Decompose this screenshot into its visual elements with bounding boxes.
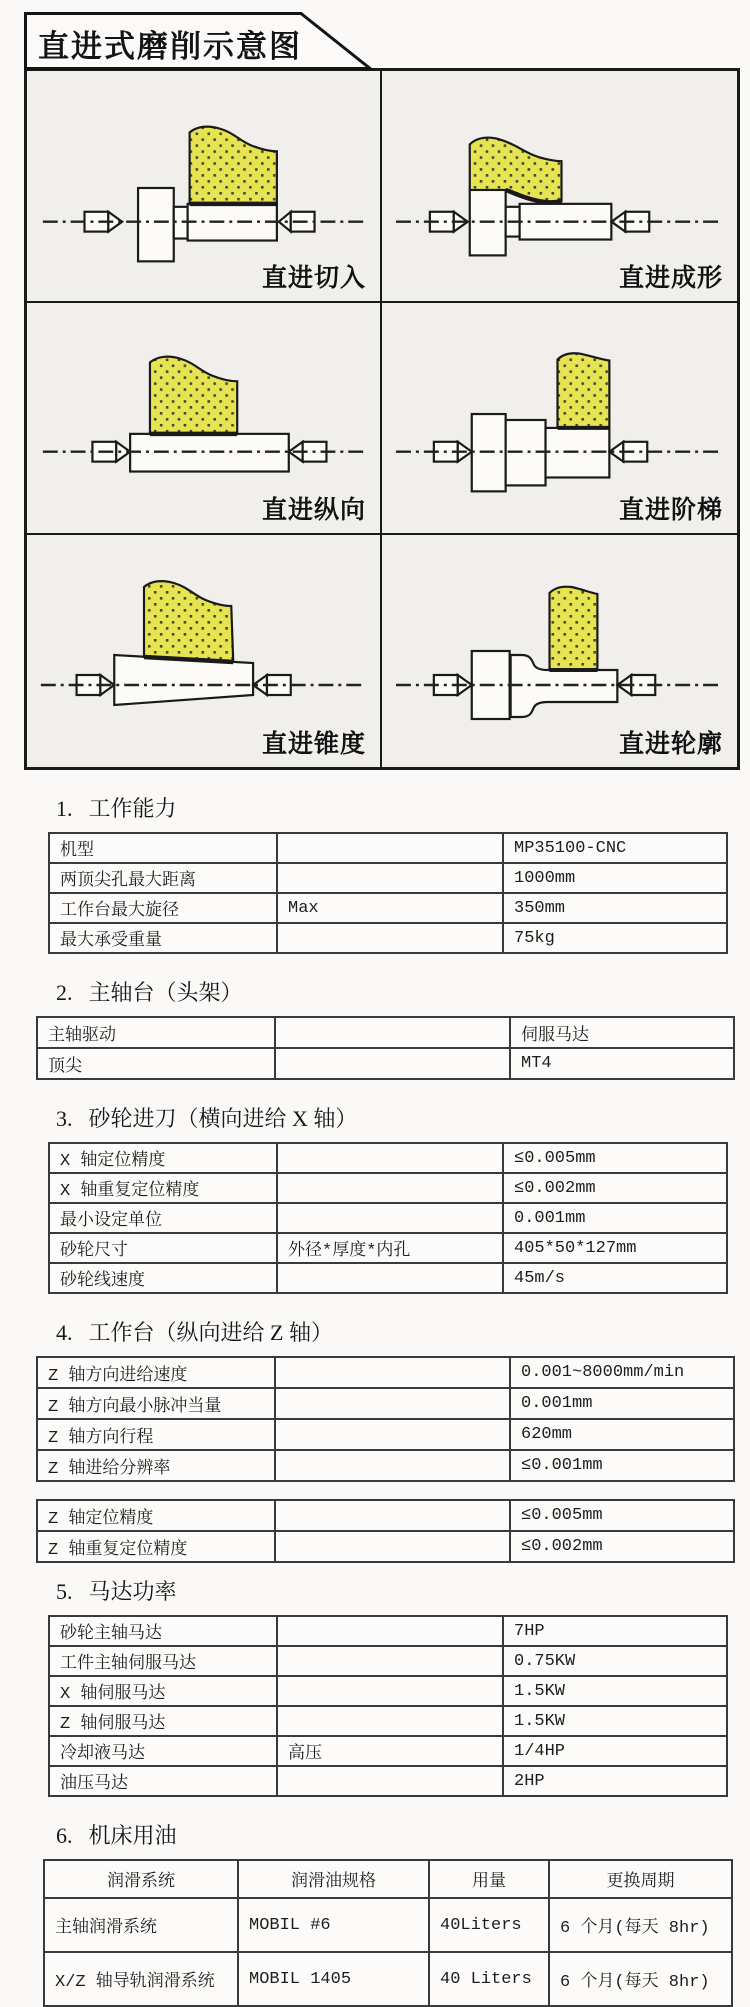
section-number: 3.: [56, 1106, 73, 1131]
table-cell: MP35100-CNC: [503, 833, 727, 863]
table-row: [49, 1706, 727, 1736]
spec-document: [0, 12, 750, 2007]
table-row: [37, 1388, 734, 1419]
table-row: [49, 893, 727, 923]
table-cell: X 轴定位精度: [49, 1143, 277, 1173]
table-cell: [275, 1419, 510, 1450]
panel-label: 直进锥度: [261, 731, 366, 758]
section-title: 工作台（纵向进给 Z 轴）: [88, 1320, 333, 1345]
table-row: [44, 1952, 732, 2006]
grinding-diagram-grid: [24, 68, 740, 770]
section-number: 4.: [56, 1320, 73, 1345]
table-cell: [275, 1017, 510, 1048]
table-row: [49, 1616, 727, 1646]
table-cell: Z 轴方向行程: [37, 1419, 275, 1450]
table-header-cell: 润滑油规格: [238, 1860, 429, 1898]
section-wheel-infeed-x: [0, 1102, 750, 1294]
spec-table: [36, 1356, 735, 1482]
table-cell: 主轴驱动: [37, 1017, 275, 1048]
table-cell: 1.5KW: [503, 1676, 727, 1706]
table-cell: 0.001mm: [510, 1388, 734, 1419]
table-cell: 冷却液马达: [49, 1736, 277, 1766]
table-cell: 砂轮线速度: [49, 1263, 277, 1293]
section-title: 主轴台（头架）: [88, 980, 243, 1005]
section-number: 5.: [56, 1579, 73, 1604]
section-spindle-head: [0, 976, 750, 1080]
table-row: [49, 923, 727, 953]
table-cell: [275, 1357, 510, 1388]
section-motor-power: [0, 1575, 750, 1797]
table-cell: [275, 1048, 510, 1079]
panel-step-grind: [382, 303, 737, 535]
table-row: [49, 1736, 727, 1766]
spec-table: [36, 1016, 735, 1080]
section-table-feed-z: [0, 1316, 750, 1563]
section-machine-oil: [0, 1819, 750, 2007]
spec-table: [48, 832, 728, 954]
table-cell: 工作台最大旋径: [49, 893, 277, 923]
section-heading: [56, 976, 750, 1007]
table-row: [49, 863, 727, 893]
table-row: [49, 1203, 727, 1233]
table-cell: [277, 1143, 503, 1173]
table-cell: 0.001~8000mm/min: [510, 1357, 734, 1388]
panel-label: 直进切入: [261, 265, 366, 292]
table-cell: [275, 1450, 510, 1481]
section-work-capacity: [0, 792, 750, 954]
table-cell: [275, 1500, 510, 1531]
table-cell: X 轴重复定位精度: [49, 1173, 277, 1203]
section-heading: [56, 1575, 750, 1606]
table-cell: 工件主轴伺服马达: [49, 1646, 277, 1676]
table-cell: 2HP: [503, 1766, 727, 1796]
table-cell: MT4: [510, 1048, 734, 1079]
table-cell: 75kg: [503, 923, 727, 953]
table-cell: [277, 1706, 503, 1736]
panel-plunge-cut: [27, 71, 382, 303]
table-cell: 350mm: [503, 893, 727, 923]
table-cell: 0.75KW: [503, 1646, 727, 1676]
table-cell: 1000mm: [503, 863, 727, 893]
table-cell: [275, 1388, 510, 1419]
table-cell: [277, 1676, 503, 1706]
panel-label: 直进纵向: [261, 497, 366, 524]
table-row: [49, 1646, 727, 1676]
table-header-cell: 更换周期: [549, 1860, 732, 1898]
section-heading: [56, 792, 750, 823]
section-title: 马达功率: [88, 1579, 177, 1604]
table-cell: [277, 833, 503, 863]
table-row: [49, 1263, 727, 1293]
table-cell: 两顶尖孔最大距离: [49, 863, 277, 893]
spec-table: [48, 1615, 728, 1797]
table-cell: 高压: [277, 1736, 503, 1766]
table-cell: 顶尖: [37, 1048, 275, 1079]
table-cell: [277, 923, 503, 953]
table-cell: 主轴润滑系统: [44, 1898, 238, 1952]
section-title: 砂轮进刀（横向进给 X 轴）: [88, 1106, 358, 1131]
section-heading: [56, 1316, 750, 1347]
table-cell: 405*50*127mm: [503, 1233, 727, 1263]
section-heading: [56, 1102, 750, 1133]
panel-profile-grind: [382, 535, 737, 767]
table-cell: 45m/s: [503, 1263, 727, 1293]
table-row: [49, 1676, 727, 1706]
table-cell: Z 轴进给分辨率: [37, 1450, 275, 1481]
table-cell: [277, 1203, 503, 1233]
table-row: [37, 1017, 734, 1048]
table-cell: Max: [277, 893, 503, 923]
table-cell: [277, 863, 503, 893]
table-row: [37, 1500, 734, 1531]
table-cell: Z 轴方向最小脉冲当量: [37, 1388, 275, 1419]
table-cell: 1.5KW: [503, 1706, 727, 1736]
panel-label: 直进轮廓: [618, 731, 723, 758]
table-cell: 油压马达: [49, 1766, 277, 1796]
spec-table-z-accuracy: [36, 1499, 735, 1563]
table-cell: 机型: [49, 833, 277, 863]
table-cell: 最小设定单位: [49, 1203, 277, 1233]
table-row: [37, 1419, 734, 1450]
title-banner: [24, 12, 372, 70]
page-title: 直进式磨削示意图: [38, 29, 302, 64]
table-cell: MOBIL #6: [238, 1898, 429, 1952]
table-cell: 外径*厚度*内孔: [277, 1233, 503, 1263]
section-heading: [56, 1819, 750, 1850]
table-cell: [277, 1646, 503, 1676]
table-cell: ≤0.002mm: [510, 1531, 734, 1562]
table-cell: 0.001mm: [503, 1203, 727, 1233]
table-cell: Z 轴伺服马达: [49, 1706, 277, 1736]
table-row: [44, 1898, 732, 1952]
section-title: 机床用油: [88, 1823, 177, 1848]
panel-label: 直进成形: [618, 265, 723, 292]
table-cell: 40Liters: [429, 1898, 549, 1952]
table-row: [49, 1233, 727, 1263]
table-cell: 40 Liters: [429, 1952, 549, 2006]
table-cell: [277, 1173, 503, 1203]
table-cell: Z 轴方向进给速度: [37, 1357, 275, 1388]
table-cell: 砂轮主轴马达: [49, 1616, 277, 1646]
table-cell: ≤0.005mm: [510, 1500, 734, 1531]
table-cell: X/Z 轴导轨润滑系统: [44, 1952, 238, 2006]
table-cell: 1/4HP: [503, 1736, 727, 1766]
table-row: [37, 1048, 734, 1079]
table-cell: Z 轴重复定位精度: [37, 1531, 275, 1562]
table-row: [49, 1766, 727, 1796]
spec-table: [48, 1142, 728, 1294]
table-cell: ≤0.005mm: [503, 1143, 727, 1173]
table-cell: 7HP: [503, 1616, 727, 1646]
panel-taper-grind: [27, 535, 382, 767]
section-number: 6.: [56, 1823, 73, 1848]
panel-label: 直进阶梯: [618, 497, 723, 524]
table-cell: X 轴伺服马达: [49, 1676, 277, 1706]
table-cell: ≤0.001mm: [510, 1450, 734, 1481]
table-row: [37, 1357, 734, 1388]
table-cell: 最大承受重量: [49, 923, 277, 953]
panel-form-grind: [382, 71, 737, 303]
table-row: [37, 1531, 734, 1562]
section-number: 1.: [56, 796, 73, 821]
table-cell: 620mm: [510, 1419, 734, 1450]
oil-table: [43, 1859, 733, 2007]
table-cell: 6 个月(每天 8hr): [549, 1952, 732, 2006]
table-header-cell: 用量: [429, 1860, 549, 1898]
table-cell: [277, 1263, 503, 1293]
panel-longitudinal: [27, 303, 382, 535]
table-header-cell: 润滑系统: [44, 1860, 238, 1898]
table-cell: [277, 1766, 503, 1796]
table-header-row: [44, 1860, 732, 1898]
table-cell: MOBIL 1405: [238, 1952, 429, 2006]
table-row: [49, 833, 727, 863]
table-cell: [275, 1531, 510, 1562]
table-cell: 6 个月(每天 8hr): [549, 1898, 732, 1952]
table-cell: [277, 1616, 503, 1646]
table-cell: 砂轮尺寸: [49, 1233, 277, 1263]
table-row: [49, 1173, 727, 1203]
table-row: [49, 1143, 727, 1173]
table-cell: Z 轴定位精度: [37, 1500, 275, 1531]
table-cell: ≤0.002mm: [503, 1173, 727, 1203]
section-number: 2.: [56, 980, 73, 1005]
table-cell: 伺服马达: [510, 1017, 734, 1048]
table-row: [37, 1450, 734, 1481]
section-title: 工作能力: [88, 796, 177, 821]
